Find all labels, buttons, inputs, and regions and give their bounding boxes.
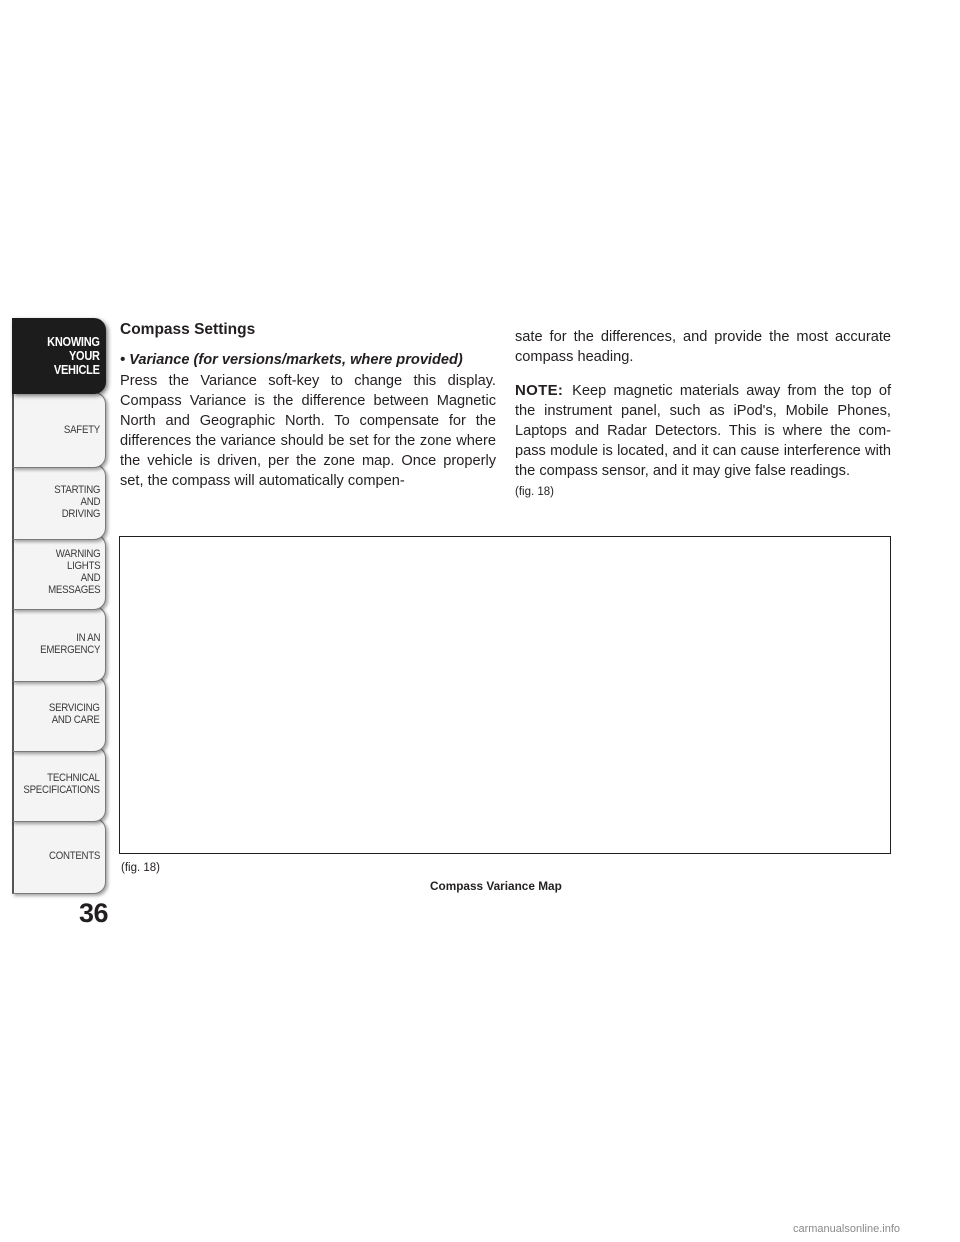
figure-label: (fig. 18) (121, 862, 160, 874)
tab-in-an-emergency[interactable] (12, 606, 106, 682)
tab-servicing-and-care[interactable] (12, 676, 106, 752)
tab-starting-and-driving[interactable] (12, 464, 106, 540)
tab-technical-specifications[interactable] (12, 746, 106, 822)
note-text: Keep magnetic materials away from the top of the instrument panel, such as iPod's, Mobile Phones, Laptops and Radar Detectors. This is where the com-pass module is located, and it can cause interference with the compass sensor, and it may give false readings. (515, 383, 891, 479)
section-heading: Compass Settings (120, 321, 256, 338)
tab-label: KNOWING YOUR VEHICLE (47, 335, 100, 377)
watermark: carmanualsonline.info (792, 1223, 900, 1235)
figure-caption: Compass Variance Map (430, 879, 562, 893)
body-paragraph-right: sate for the differences, and provide the most accurate compass heading. (515, 329, 891, 365)
tab-label: WARNING LIGHTS AND MESSAGES (47, 548, 100, 596)
tab-label: CONTENTS (48, 850, 100, 862)
tab-label: SERVICING AND CARE (49, 702, 100, 726)
tab-label: IN AN EMERGENCY (39, 632, 100, 656)
page-number: 36 (78, 898, 108, 928)
tab-contents[interactable] (12, 818, 106, 894)
tab-label: STARTING AND DRIVING (54, 484, 100, 520)
bullet-text: Variance (for versions/markets, where provided) (129, 352, 463, 368)
left-column (120, 320, 496, 491)
note (515, 381, 891, 481)
compass-variance-map-figure (119, 536, 891, 854)
tab-warning-lights-and-messages[interactable] (12, 534, 106, 610)
right-column (515, 327, 891, 502)
tab-label: SAFETY (63, 424, 100, 436)
tab-safety[interactable] (12, 392, 106, 468)
body-paragraph-left: Press the Variance soft-key to change this display. Compass Variance is the difference between Magnetic North and Geographic North. To compensate for the differences the variance should be set for the zone where the vehicle is driven, per the zone map. Once properly set, the compass will automatically compen- (120, 373, 496, 489)
bullet-symbol: • (120, 352, 126, 368)
tab-label: TECHNICAL SPECIFICATIONS (23, 772, 100, 796)
figure-reference[interactable]: (fig. 18) (515, 486, 554, 498)
bullet-item (120, 350, 496, 370)
note-label: NOTE: (515, 382, 564, 399)
tab-knowing-your-vehicle[interactable] (12, 318, 106, 394)
